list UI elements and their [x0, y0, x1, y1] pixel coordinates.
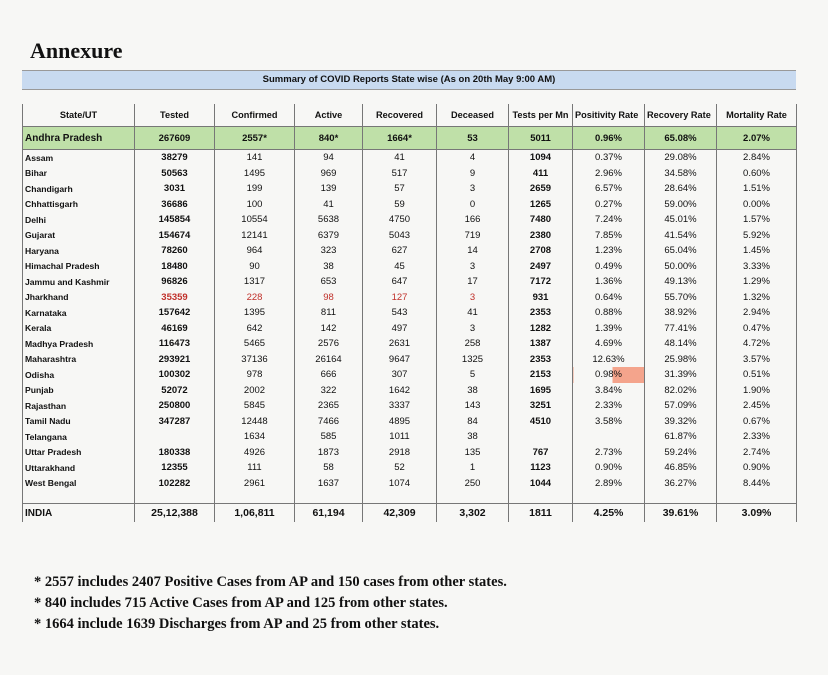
table-cell: 1637 [295, 476, 363, 492]
table-cell: 627 [363, 243, 437, 259]
table-cell: 38 [437, 383, 509, 399]
table-cell: 3.84% [573, 383, 645, 399]
table-cell: 166 [437, 212, 509, 228]
table-row [23, 383, 797, 399]
table-cell: 41.54% [645, 228, 717, 244]
table-cell: 94 [295, 150, 363, 166]
footnotes [34, 572, 507, 635]
table-cell: 36686 [135, 197, 215, 213]
table-cell: 1317 [215, 274, 295, 290]
table-cell: 46169 [135, 321, 215, 337]
total-cell: 3,302 [437, 504, 509, 523]
total-cell: 1,06,811 [215, 504, 295, 523]
state-name-cell: Odisha [23, 367, 135, 383]
table-cell: 12.63% [573, 352, 645, 368]
table-cell: 57 [363, 181, 437, 197]
table-cell: 50563 [135, 166, 215, 182]
spacer-cell [509, 491, 573, 504]
table-cell: 811 [295, 305, 363, 321]
table-cell: 1325 [437, 352, 509, 368]
table-cell: 2.94% [717, 305, 797, 321]
table-cell: 0.90% [717, 460, 797, 476]
table-cell: 116473 [135, 336, 215, 352]
table-cell: 3 [437, 181, 509, 197]
table-row [23, 305, 797, 321]
state-name-cell: Maharashtra [23, 352, 135, 368]
table-cell: 0 [437, 197, 509, 213]
table-cell: 1.51% [717, 181, 797, 197]
table-cell: 4 [437, 150, 509, 166]
spacer-cell [573, 491, 645, 504]
table-cell: 65.04% [645, 243, 717, 259]
table-cell: 2576 [295, 336, 363, 352]
table-cell: 52 [363, 460, 437, 476]
table-cell: 1.90% [717, 383, 797, 399]
state-name-cell: Chandigarh [23, 181, 135, 197]
state-name-cell: Karnataka [23, 305, 135, 321]
table-cell: 9 [437, 166, 509, 182]
table-cell: 12448 [215, 414, 295, 430]
table-cell: 100302 [135, 367, 215, 383]
table-cell: 1044 [509, 476, 573, 492]
table-cell: 964 [215, 243, 295, 259]
table-cell: 1.45% [717, 243, 797, 259]
total-cell: 25,12,388 [135, 504, 215, 523]
table-cell: 55.70% [645, 290, 717, 306]
state-name-cell: Haryana [23, 243, 135, 259]
table-cell [135, 429, 215, 445]
table-cell [573, 429, 645, 445]
column-header: Confirmed [215, 104, 295, 127]
spacer-cell [363, 491, 437, 504]
table-cell: 3 [437, 259, 509, 275]
table-cell: 2.73% [573, 445, 645, 461]
spacer-cell [437, 491, 509, 504]
table-cell: 38.92% [645, 305, 717, 321]
table-cell: 2.84% [717, 150, 797, 166]
column-header: Tests per Mn [509, 104, 573, 127]
table-cell: 5011 [509, 127, 573, 150]
table-cell: 143 [437, 398, 509, 414]
column-header: Deceased [437, 104, 509, 127]
state-name-cell: Bihar [23, 166, 135, 182]
state-name-cell: Gujarat [23, 228, 135, 244]
table-cell: 3.57% [717, 352, 797, 368]
table-cell: 1282 [509, 321, 573, 337]
table-cell: 3.33% [717, 259, 797, 275]
table-cell: 41 [437, 305, 509, 321]
table-cell: 61.87% [645, 429, 717, 445]
table-row [23, 166, 797, 182]
table-cell: 7172 [509, 274, 573, 290]
table-cell: 0.37% [573, 150, 645, 166]
table-cell: 2708 [509, 243, 573, 259]
column-header: State/UT [23, 104, 135, 127]
table-cell: 18480 [135, 259, 215, 275]
state-name-cell: Jammu and Kashmir [23, 274, 135, 290]
table-cell: 5043 [363, 228, 437, 244]
table-row [23, 290, 797, 306]
total-cell: 61,194 [295, 504, 363, 523]
table-row [23, 243, 797, 259]
table-row [23, 228, 797, 244]
state-name-cell: Jharkhand [23, 290, 135, 306]
table-cell: 31.39% [645, 367, 717, 383]
table-cell: 3 [437, 290, 509, 306]
footnote: * 2557 includes 2407 Positive Cases from AP and 150 cases from other states. [34, 574, 507, 590]
table-cell: 39.32% [645, 414, 717, 430]
table-cell: 1634 [215, 429, 295, 445]
table-cell [509, 429, 573, 445]
table-cell: 154674 [135, 228, 215, 244]
table-cell: 26164 [295, 352, 363, 368]
table-cell: 4750 [363, 212, 437, 228]
table-cell: 2002 [215, 383, 295, 399]
table-cell: 59.00% [645, 197, 717, 213]
table-cell: 642 [215, 321, 295, 337]
table-cell: 497 [363, 321, 437, 337]
table-cell: 139 [295, 181, 363, 197]
table-cell: 5 [437, 367, 509, 383]
column-header: Active [295, 104, 363, 127]
state-name-cell: West Bengal [23, 476, 135, 492]
highlight-row [23, 127, 797, 150]
table-cell: 1.39% [573, 321, 645, 337]
table-cell: 2365 [295, 398, 363, 414]
table-cell: 59 [363, 197, 437, 213]
table-cell: 0.51% [717, 367, 797, 383]
table-row [23, 150, 797, 166]
table-cell: 52072 [135, 383, 215, 399]
table-cell: 135 [437, 445, 509, 461]
footnote: * 840 includes 715 Active Cases from AP and 125 from other states. [34, 595, 448, 611]
table-cell: 1123 [509, 460, 573, 476]
table-cell: 2.74% [717, 445, 797, 461]
table-cell: 2961 [215, 476, 295, 492]
table-cell: 7466 [295, 414, 363, 430]
table-cell: 2.07% [717, 127, 797, 150]
table-cell: 1873 [295, 445, 363, 461]
table-cell: 0.88% [573, 305, 645, 321]
state-name-cell: Uttarakhand [23, 460, 135, 476]
table-cell: 96826 [135, 274, 215, 290]
column-header: Positivity Rate [573, 104, 645, 127]
table-cell: 35359 [135, 290, 215, 306]
table-cell: 2.96% [573, 166, 645, 182]
table-cell: 2153 [509, 367, 573, 383]
table-row [23, 367, 797, 383]
state-name-cell: Madhya Pradesh [23, 336, 135, 352]
table-cell: 4.69% [573, 336, 645, 352]
table-cell: 2353 [509, 305, 573, 321]
table-cell: 145854 [135, 212, 215, 228]
table-row [23, 445, 797, 461]
total-cell: 3.09% [717, 504, 797, 523]
table-cell: 57.09% [645, 398, 717, 414]
total-cell: 42,309 [363, 504, 437, 523]
table-cell: 29.08% [645, 150, 717, 166]
table-row [23, 197, 797, 213]
table-cell: 517 [363, 166, 437, 182]
table-cell: 767 [509, 445, 573, 461]
table-cell: 45.01% [645, 212, 717, 228]
table-cell: 1.23% [573, 243, 645, 259]
table-cell: 1.32% [717, 290, 797, 306]
spacer-cell [23, 491, 135, 504]
table-cell: 78260 [135, 243, 215, 259]
table-cell: 7.85% [573, 228, 645, 244]
spacer-cell [215, 491, 295, 504]
state-name-cell: Rajasthan [23, 398, 135, 414]
table-cell: 840* [295, 127, 363, 150]
table-cell: 585 [295, 429, 363, 445]
table-cell: 647 [363, 274, 437, 290]
table-cell: 1387 [509, 336, 573, 352]
table-cell: 3.58% [573, 414, 645, 430]
state-name-cell: Punjab [23, 383, 135, 399]
table-cell: 293921 [135, 352, 215, 368]
table-cell: 4510 [509, 414, 573, 430]
table-cell: 228 [215, 290, 295, 306]
table-cell: 2353 [509, 352, 573, 368]
table-cell: 65.08% [645, 127, 717, 150]
state-name-cell: Delhi [23, 212, 135, 228]
table-cell: 0.47% [717, 321, 797, 337]
table-cell: 250800 [135, 398, 215, 414]
table-cell: 157642 [135, 305, 215, 321]
table-cell: 2.33% [573, 398, 645, 414]
table-cell: 0.96% [573, 127, 645, 150]
state-name-cell: Chhattisgarh [23, 197, 135, 213]
table-cell: 5465 [215, 336, 295, 352]
table-cell: 267609 [135, 127, 215, 150]
table-cell: 17 [437, 274, 509, 290]
column-header: Recovered [363, 104, 437, 127]
table-cell: 5638 [295, 212, 363, 228]
table-cell: 931 [509, 290, 573, 306]
total-row [23, 504, 797, 523]
table-cell: 0.98% [573, 367, 645, 383]
total-cell: 1811 [509, 504, 573, 523]
footnote: * 1664 include 1639 Discharges from AP and 25 from other states. [34, 616, 440, 632]
table-row [23, 212, 797, 228]
table-cell: 719 [437, 228, 509, 244]
table-cell: 50.00% [645, 259, 717, 275]
table-row [23, 414, 797, 430]
table-spacer [23, 491, 797, 504]
table-cell: 84 [437, 414, 509, 430]
table-cell: 2.89% [573, 476, 645, 492]
table-cell: 41 [363, 150, 437, 166]
state-name-cell: Uttar Pradesh [23, 445, 135, 461]
table-cell: 12355 [135, 460, 215, 476]
table-cell: 322 [295, 383, 363, 399]
table-cell: 34.58% [645, 166, 717, 182]
table-cell: 38279 [135, 150, 215, 166]
table-cell: 141 [215, 150, 295, 166]
table-cell: 1 [437, 460, 509, 476]
table-cell: 59.24% [645, 445, 717, 461]
column-header: Tested [135, 104, 215, 127]
table-cell: 2380 [509, 228, 573, 244]
table-row [23, 460, 797, 476]
spacer-cell [135, 491, 215, 504]
table-row [23, 321, 797, 337]
table-cell: 978 [215, 367, 295, 383]
table-cell: 58 [295, 460, 363, 476]
table-cell: 1.36% [573, 274, 645, 290]
state-name-cell: Tamil Nadu [23, 414, 135, 430]
state-name-cell: Kerala [23, 321, 135, 337]
table-header-row [23, 104, 797, 127]
total-cell: 39.61% [645, 504, 717, 523]
table-cell: 41 [295, 197, 363, 213]
table-row [23, 259, 797, 275]
table-cell: 0.67% [717, 414, 797, 430]
table-cell: 411 [509, 166, 573, 182]
table-cell: 100 [215, 197, 295, 213]
spacer-cell [717, 491, 797, 504]
table-cell: 6379 [295, 228, 363, 244]
table-cell: 2497 [509, 259, 573, 275]
table-cell: 1664* [363, 127, 437, 150]
table-cell: 969 [295, 166, 363, 182]
table-cell: 666 [295, 367, 363, 383]
table-cell: 90 [215, 259, 295, 275]
table-cell: 77.41% [645, 321, 717, 337]
table-cell: 38 [437, 429, 509, 445]
table-cell: 2659 [509, 181, 573, 197]
table-cell: 98 [295, 290, 363, 306]
table-cell: 0.49% [573, 259, 645, 275]
table-cell: 10554 [215, 212, 295, 228]
table-cell: 1695 [509, 383, 573, 399]
table-cell: 2.45% [717, 398, 797, 414]
table-cell: 6.57% [573, 181, 645, 197]
table-cell: 14 [437, 243, 509, 259]
table-cell: 1094 [509, 150, 573, 166]
table-cell: 53 [437, 127, 509, 150]
table-cell: 543 [363, 305, 437, 321]
table-cell: 82.02% [645, 383, 717, 399]
table-cell: 28.64% [645, 181, 717, 197]
table-cell: 7.24% [573, 212, 645, 228]
table-cell: 5.92% [717, 228, 797, 244]
covid-summary-table [22, 104, 797, 522]
table-cell: 49.13% [645, 274, 717, 290]
table-cell: 2631 [363, 336, 437, 352]
table-cell: 46.85% [645, 460, 717, 476]
table-cell: 8.44% [717, 476, 797, 492]
table-cell: 36.27% [645, 476, 717, 492]
table-cell: 1.57% [717, 212, 797, 228]
table-cell: 4895 [363, 414, 437, 430]
column-header: Mortality Rate [717, 104, 797, 127]
table-cell: 25.98% [645, 352, 717, 368]
table-cell: 0.00% [717, 197, 797, 213]
table-cell: 0.27% [573, 197, 645, 213]
table-cell: 0.90% [573, 460, 645, 476]
table-cell: Andhra Pradesh [23, 127, 135, 150]
table-cell: 1265 [509, 197, 573, 213]
table-cell: 102282 [135, 476, 215, 492]
table-row [23, 181, 797, 197]
table-cell: 142 [295, 321, 363, 337]
table-cell: 38 [295, 259, 363, 275]
table-row [23, 476, 797, 492]
table-cell: 1642 [363, 383, 437, 399]
table-cell: 127 [363, 290, 437, 306]
table-cell: 37136 [215, 352, 295, 368]
table-cell: 1011 [363, 429, 437, 445]
table-cell: 9647 [363, 352, 437, 368]
table-cell: 45 [363, 259, 437, 275]
table-cell: 12141 [215, 228, 295, 244]
table-cell: 0.64% [573, 290, 645, 306]
spacer-cell [295, 491, 363, 504]
table-cell: 1495 [215, 166, 295, 182]
table-cell: 3337 [363, 398, 437, 414]
table-cell: 258 [437, 336, 509, 352]
table-cell: 1.29% [717, 274, 797, 290]
table-cell: 250 [437, 476, 509, 492]
page-heading: Annexure [30, 38, 123, 63]
state-name-cell: Himachal Pradesh [23, 259, 135, 275]
total-cell: 4.25% [573, 504, 645, 523]
table-cell: 5845 [215, 398, 295, 414]
table-row [23, 429, 797, 445]
table-cell: 0.60% [717, 166, 797, 182]
spacer-cell [645, 491, 717, 504]
table-cell: 7480 [509, 212, 573, 228]
table-title: Summary of COVID Reports State wise (As on 20th May 9:00 AM) [22, 70, 796, 90]
table-cell: 307 [363, 367, 437, 383]
table-cell: 48.14% [645, 336, 717, 352]
table-cell: 2.33% [717, 429, 797, 445]
table-cell: 323 [295, 243, 363, 259]
table-cell: 1395 [215, 305, 295, 321]
table-cell: 111 [215, 460, 295, 476]
column-header: Recovery Rate [645, 104, 717, 127]
state-name-cell: Assam [23, 150, 135, 166]
table-cell: 180338 [135, 445, 215, 461]
table-row [23, 274, 797, 290]
table-row [23, 398, 797, 414]
table-cell: 347287 [135, 414, 215, 430]
table-cell: 3031 [135, 181, 215, 197]
state-name-cell: Telangana [23, 429, 135, 445]
table-cell: 3251 [509, 398, 573, 414]
table-cell: 653 [295, 274, 363, 290]
table-cell: 199 [215, 181, 295, 197]
total-label-cell: INDIA [23, 504, 135, 523]
table-cell: 4.72% [717, 336, 797, 352]
table-cell: 2918 [363, 445, 437, 461]
table-cell: 1074 [363, 476, 437, 492]
table-cell: 2557* [215, 127, 295, 150]
table-cell: 3 [437, 321, 509, 337]
table-cell: 4926 [215, 445, 295, 461]
table-row [23, 352, 797, 368]
table-row [23, 336, 797, 352]
